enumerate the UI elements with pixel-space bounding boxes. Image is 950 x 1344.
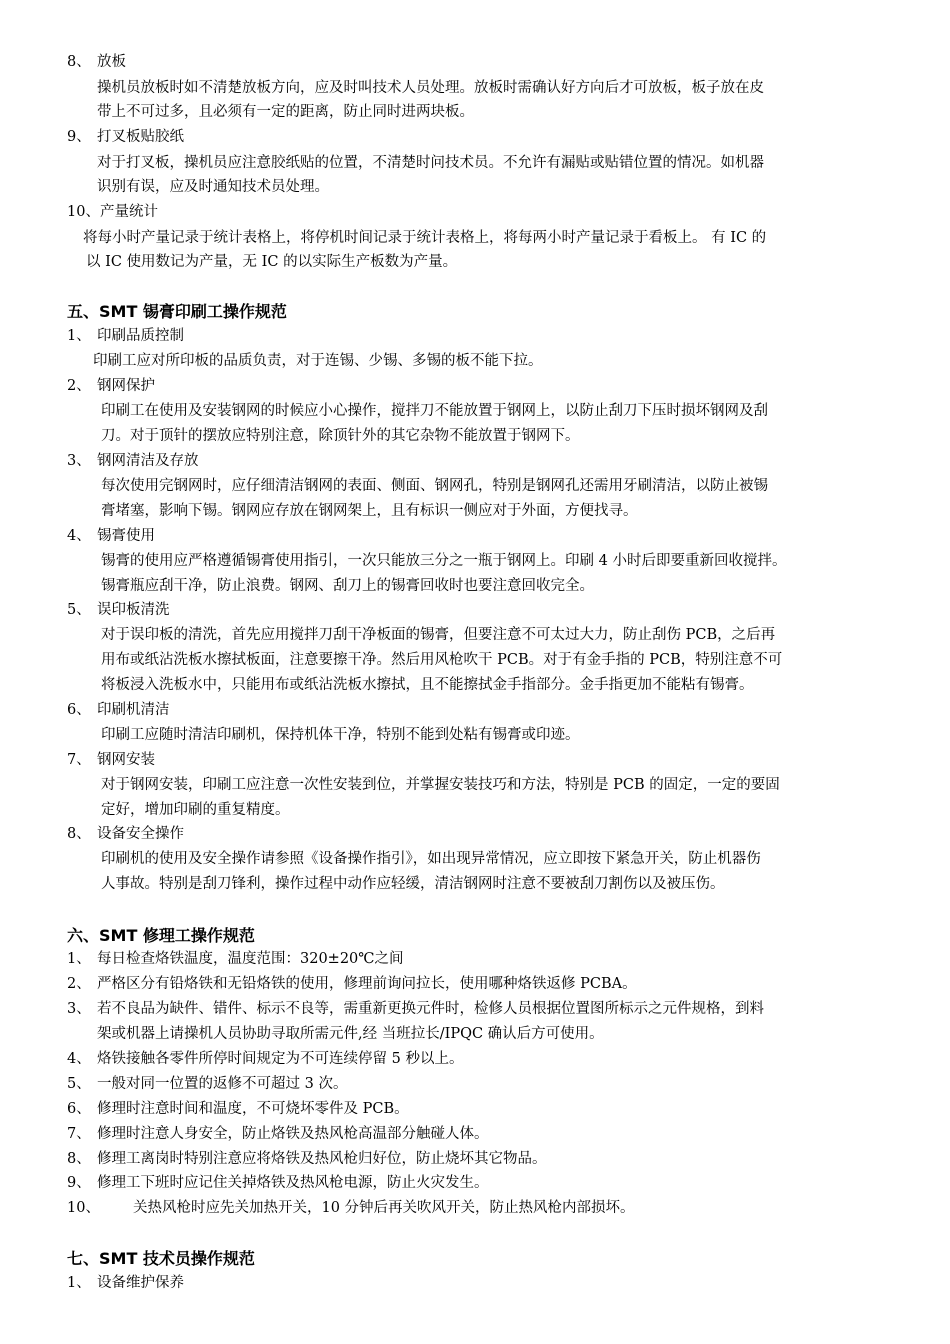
item-8-text-line: 带上不可过多，且必须有一定的距离，防止同时进两块板。 xyxy=(97,104,474,120)
section-7-heading: 七、SMT 技术员操作规范 xyxy=(67,1249,255,1268)
sec5-item-5-text-line: 将板浸入洗板水中，只能用布或纸沾洗板水擦拭，且不能擦拭金手指部分。金手指更加不能粘有锡膏。 xyxy=(101,677,754,693)
sec5-item-4-text-line: 锡膏瓶应刮干净，防止浪费。钢网、刮刀上的锡膏回收时也要注意回收完全。 xyxy=(101,578,594,594)
sec5-item-4-title: 4、 锡膏使用 xyxy=(67,528,155,544)
sec6-item-2: 2、 严格区分有铅烙铁和无铅烙铁的使用，修理前询问拉长，使用哪种烙铁返修 PCBA。 xyxy=(67,976,637,992)
sec5-item-8-title: 8、 设备安全操作 xyxy=(67,826,184,842)
sec5-item-3-title: 3、 钢网清洁及存放 xyxy=(67,453,199,469)
sec5-item-1-title: 1、 印刷品质控制 xyxy=(67,328,184,344)
sec5-item-3-text-line: 每次使用完钢网时，应仔细清洁钢网的表面、侧面、钢网孔，特别是钢网孔还需用牙刷清洁，以防止被锡 xyxy=(101,478,768,494)
sec6-item-6: 6、 修理时注意时间和温度，不可烧坏零件及 PCB。 xyxy=(67,1101,409,1117)
sec6-item-1: 1、 每日检查烙铁温度，温度范围：320±20℃之间 xyxy=(67,951,404,967)
sec5-item-6-text-line: 印刷工应随时清洁印刷机，保持机体干净，特别不能到处粘有锡膏或印迹。 xyxy=(101,727,580,743)
item-9-text-line: 识别有误，应及时通知技术员处理。 xyxy=(97,179,329,195)
sec5-item-7-text-line: 定好，增加印刷的重复精度。 xyxy=(101,802,290,818)
sec6-item-7: 7、 修理时注意人身安全，防止烙铁及热风枪高温部分触碰人体。 xyxy=(67,1126,489,1142)
sec5-item-2-text-line: 印刷工在使用及安装钢网的时候应小心操作，搅拌刀不能放置于钢网上，以防止刮刀下压时损坏钢网及刮 xyxy=(101,403,768,419)
sec5-item-8-text-line: 印刷机的使用及安全操作请参照《设备操作指引》，如出现异常情况，应立即按下紧急开关，防止机器伤 xyxy=(101,851,761,867)
item-8-text-line: 操机员放板时如不清楚放板方向，应及时叫技术人员处理。放板时需确认好方向后才可放板，板子放在皮 xyxy=(97,80,764,96)
sec6-item-8: 8、 修理工离岗时特别注意应将烙铁及热风枪归好位，防止烧坏其它物品。 xyxy=(67,1151,547,1167)
item-9-text-line: 对于打叉板，操机员应注意胶纸贴的位置，不清楚时问技术员。不允许有漏贴或贴错位置的情况。如机器 xyxy=(97,155,764,171)
item-9-title: 9、 打叉板贴胶纸 xyxy=(67,129,184,145)
sec5-item-2-text-line: 刀。对于顶针的摆放应特别注意，除顶针外的其它杂物不能放置于钢网下。 xyxy=(101,428,580,444)
sec6-item-3: 3、 若不良品为缺件、错件、标示不良等，需重新更换元件时，检修人员根据位置图所标示之元件规格，到料 xyxy=(67,1001,764,1017)
section-5-heading: 五、SMT 锡膏印刷工操作规范 xyxy=(67,302,287,321)
sec5-item-7-title: 7、 钢网安装 xyxy=(67,752,155,768)
sec6-item-4: 4、 烙铁接触各零件所停时间规定为不可连续停留 5 秒以上。 xyxy=(67,1051,464,1067)
sec5-item-2-title: 2、 钢网保护 xyxy=(67,378,155,394)
sec5-item-7-text-line: 对于钢网安装，印刷工应注意一次性安装到位，并掌握安装技巧和方法，特别是 PCB 的固定，一定的要固 xyxy=(101,777,780,793)
item-10-text-line: 将每小时产量记录于统计表格上，将停机时间记录于统计表格上，将每两小时产量记录于看板上。 有 IC 的 xyxy=(83,230,767,246)
sec5-item-4-text-line: 锡膏的使用应严格遵循锡膏使用指引，一次只能放三分之一瓶于钢网上。印刷 4 小时后即要重新回收搅拌。 xyxy=(101,553,787,569)
sec7-item-1-title: 1、 设备维护保养 xyxy=(67,1275,184,1291)
item-10-text-line: 以 IC 使用数记为产量，无 IC 的以实际生产板数为产量。 xyxy=(86,254,458,270)
item-10-title: 10、产量统计 xyxy=(67,204,158,220)
sec5-item-1-text-line: 印刷工应对所印板的品质负责，对于连锡、少锡、多锡的板不能下拉。 xyxy=(93,353,543,369)
sec6-item-9: 9、 修理工下班时应记住关掉烙铁及热风枪电源，防止火灾发生。 xyxy=(67,1175,489,1191)
item-8-title: 8、 放板 xyxy=(67,54,126,70)
sec6-item-5: 5、 一般对同一位置的返修不可超过 3 次。 xyxy=(67,1076,348,1092)
sec5-item-6-title: 6、 印刷机清洁 xyxy=(67,702,170,718)
sec5-item-5-text-line: 用布或纸沾洗板水擦拭板面，注意要擦干净。然后用风枪吹干 PCB。对于有金手指的 PCB，特别注意不可 xyxy=(101,652,783,668)
sec5-item-5-text-line: 对于误印板的清洗，首先应用搅拌刀刮干净板面的锡膏，但要注意不可太过大力，防止刮伤 PCB，之后再 xyxy=(101,627,776,643)
section-6-heading: 六、SMT 修理工操作规范 xyxy=(67,926,255,945)
sec5-item-3-text-line: 膏堵塞，影响下锡。钢网应存放在钢网架上，且有标识一侧应对于外面，方便找寻。 xyxy=(101,503,638,519)
sec6-item-3-text-line: 架或机器上请操机人员协助寻取所需元件,经 当班拉长/IPQC 确认后方可使用。 xyxy=(97,1026,604,1042)
sec5-item-8-text-line: 人事故。特别是刮刀锋利，操作过程中动作应轻缓，清洁钢网时注意不要被刮刀割伤以及被压伤。 xyxy=(101,876,725,892)
sec5-item-5-title: 5、 误印板清洗 xyxy=(67,602,170,618)
sec6-item-10: 10、 关热风枪时应先关加热开关，10 分钟后再关吹风开关，防止热风枪内部损坏。 xyxy=(67,1200,635,1216)
